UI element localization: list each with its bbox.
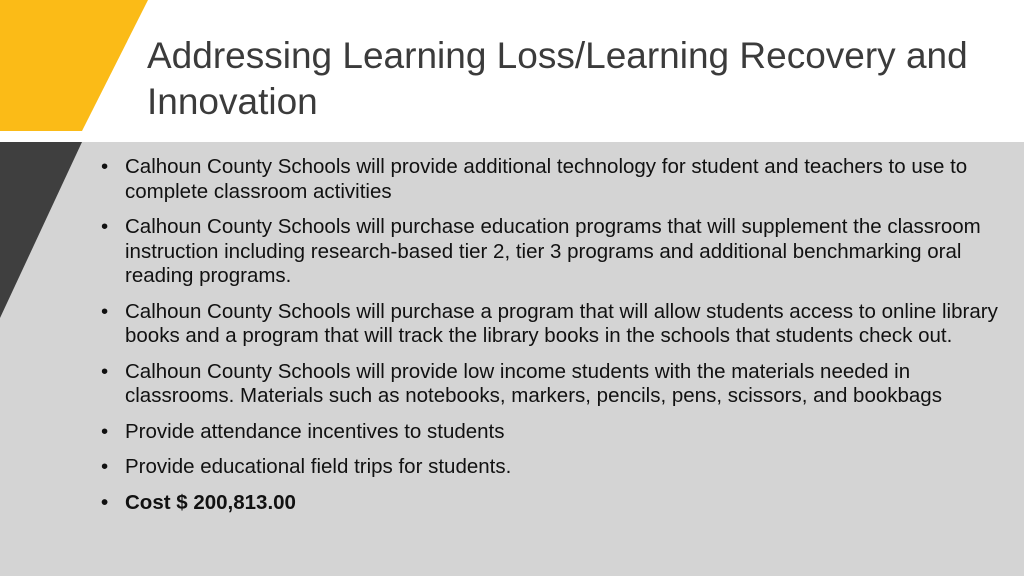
cost-bullet-item [101,491,1001,516]
bullet-item [101,360,1001,409]
bullet-dot: • [101,490,109,514]
bullet-dot: • [101,455,109,478]
bullet-item [101,155,1001,204]
bullet-item [101,215,1001,289]
bullet-dot: • [101,215,109,238]
yellow-corner-shape [0,0,148,131]
bullet-text: Calhoun County Schools will provide low income students with the materials needed in classrooms. Materials such as notebooks, markers, pencils, pens, scissors, and bookbags [125,359,942,407]
bullet-item [101,300,1001,349]
slide-title: Addressing Learning Loss/Learning Recovery and Innovation [147,35,968,122]
bullet-dot: • [101,419,109,443]
bullet-text: Calhoun County Schools will purchase a program that will allow students access to online library books and a program that will track the library books in the schools that students check out. [125,299,998,347]
bullet-text: Calhoun County Schools will purchase education programs that will supplement the classroom instruction including research-based tier 2, tier 3 programs and additional benchmarking oral reading programs. [125,215,981,287]
dark-gray-wedge-shape [0,142,82,318]
bullet-dot: • [101,359,109,383]
bullet-item [101,420,1001,445]
bullet-item [101,455,1001,480]
bullet-text: Provide educational field trips for students. [125,455,512,478]
bullet-dot: • [101,299,109,323]
bullet-list [101,155,1001,526]
cost-text: Cost $ 200,813.00 [125,490,296,514]
bullet-text: Provide attendance incentives to students [125,419,505,443]
bullet-dot: • [101,155,109,178]
bullet-text: Calhoun County Schools will provide additional technology for student and teachers to use to complete classroom activities [125,155,968,203]
